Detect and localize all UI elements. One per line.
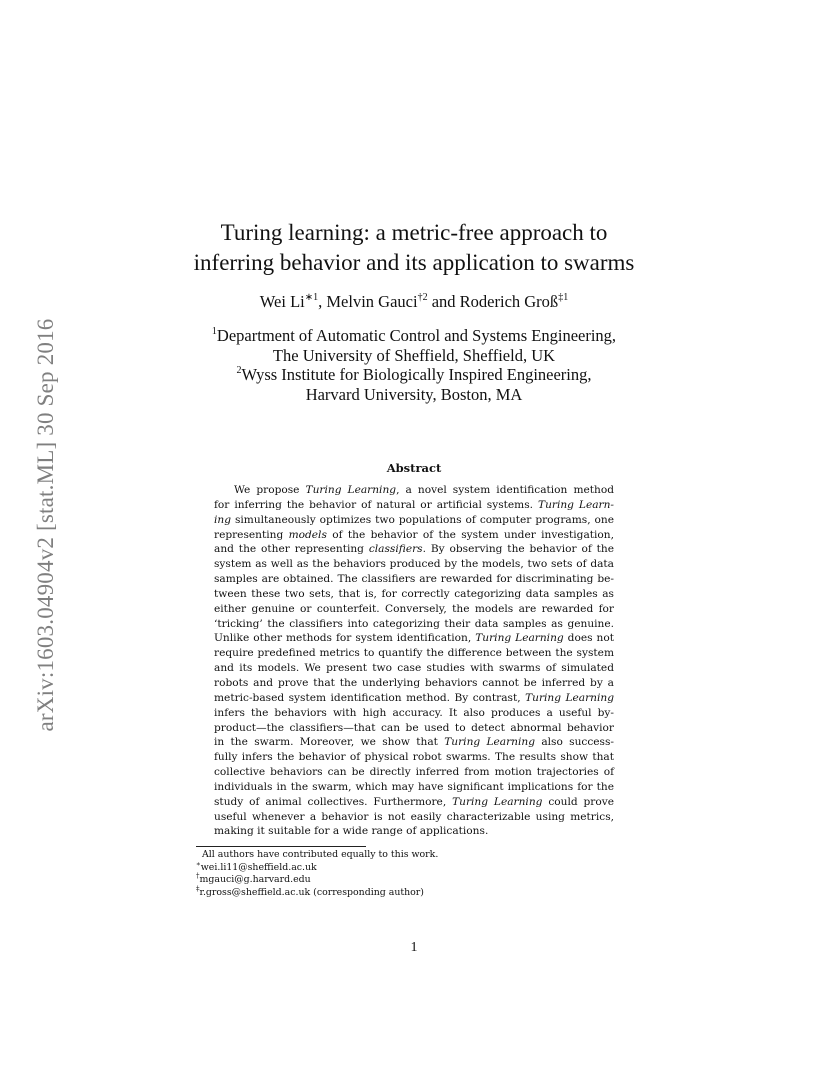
abstract-line: ing simultaneously optimizes two populations of computer programs, one [214, 513, 614, 526]
page-number: 1 [410, 940, 418, 955]
abstract-line: for inferring the behavior of natural or artificial systems. Turing Learn- [214, 498, 614, 511]
abstract-line: system as well as the behaviors produced by the models, two sets of data [214, 558, 614, 571]
abstract-line: useful whenever a behavior is not easily characterizable using metrics, [214, 810, 614, 823]
abstract-line: and the other representing classifiers. By observing the behavior of the [214, 543, 614, 556]
abstract-line: We propose Turing Learning, a novel system identification method [234, 484, 615, 496]
author-mark: ∗1 [304, 292, 319, 303]
footnotes [196, 849, 438, 899]
author-name: Wei Li [259, 292, 305, 311]
author-name: Roderich Groß [459, 292, 559, 311]
footnote [196, 859, 438, 875]
abstract-line: robots and prove that the underlying behaviors cannot be inferred by a [214, 676, 614, 689]
author-list [110, 292, 718, 312]
abstract-heading: Abstract [386, 461, 442, 475]
arxiv-stamp-text: arXiv:1603.04904v2 [stat.ML] 30 Sep 2016 [33, 318, 58, 732]
footnote-mark: ∗ [196, 859, 201, 868]
abstract-line: study of animal collectives. Furthermore, Turing Learning could prove [214, 795, 615, 808]
abstract-line: tween these two sets, that is, for correctly categorizing data samples as [214, 587, 614, 600]
footnote-mark: ‡ [196, 884, 200, 893]
footnote-mark: † [196, 872, 200, 880]
abstract-line: and its models. We present two case studies with swarms of simulated [214, 662, 614, 675]
footnote [196, 849, 438, 862]
abstract-line: in the swarm. Moreover, we show that Turing Learning also success- [214, 736, 614, 749]
affiliations [110, 326, 718, 404]
author-name: Melvin Gauci [326, 292, 418, 311]
footnote-email-link[interactable]: mgauci@g.harvard.edu [199, 874, 311, 885]
abstract-line: fully infers the behavior of physical robot swarms. The results show that [214, 751, 614, 764]
abstract-line: representing models of the behavior of the system under investigation, [214, 528, 614, 541]
affiliation-line [110, 365, 718, 385]
author-separator: , [318, 292, 327, 311]
abstract-line: metric-based system identification method. By contrast, Turing Learning [214, 691, 614, 704]
footnote-text: All authors have contributed equally to this work. [202, 849, 439, 860]
footnote [196, 874, 438, 887]
abstract-body [214, 483, 614, 839]
affiliation-mark: 1 [211, 326, 217, 337]
author-mark: †2 [417, 292, 428, 303]
affiliation-text: Wyss Institute for Biologically Inspired Engineering, [241, 365, 592, 384]
author-separator: and [427, 292, 460, 311]
abstract-line: product—the classifiers—that can be used to detect abnormal behavior [214, 721, 614, 734]
footnote-email-link[interactable]: wei.li11@sheffield.ac.uk [200, 861, 317, 873]
affiliation-line [110, 326, 718, 346]
author-mark: ‡1 [558, 292, 569, 303]
abstract-line: infers the behaviors with high accuracy. It also produces a useful by- [214, 706, 614, 719]
affiliation-mark: 2 [236, 365, 242, 376]
abstract-line: require predefined metrics to quantify the difference between the system [214, 647, 614, 660]
title-line: inferring behavior and its application to swarms [193, 250, 635, 275]
footnote-rule [196, 846, 366, 847]
abstract-line: collective behaviors can be directly inferred from motion trajectories of [214, 766, 614, 779]
abstract-line: samples are obtained. The classifiers are rewarded for discriminating be- [214, 573, 614, 586]
abstract-line: individuals in the swarm, which may have significant implications for the [214, 780, 614, 793]
paper-title [110, 218, 718, 278]
footnote-email-link[interactable]: r.gross@sheffield.ac.uk (corresponding author) [199, 886, 424, 898]
footnote [196, 884, 438, 900]
abstract-line: making it suitable for a wide range of applications. [214, 825, 489, 838]
arxiv-stamp[interactable] [26, 280, 66, 770]
affiliation-line: The University of Sheffield, Sheffield, UK [272, 345, 556, 365]
affiliation-line: Harvard University, Boston, MA [305, 384, 523, 404]
affiliation-text: Department of Automatic Control and Systems Engineering, [216, 326, 617, 345]
title-line: Turing learning: a metric-free approach to [220, 220, 608, 245]
abstract-line: ‘tricking’ the classifiers into categorizing their data samples as genuine. [214, 617, 614, 630]
abstract-line: either genuine or counterfeit. Conversely, the models are rewarded for [214, 602, 614, 615]
abstract-line: Unlike other methods for system identification, Turing Learning does not [214, 632, 615, 645]
